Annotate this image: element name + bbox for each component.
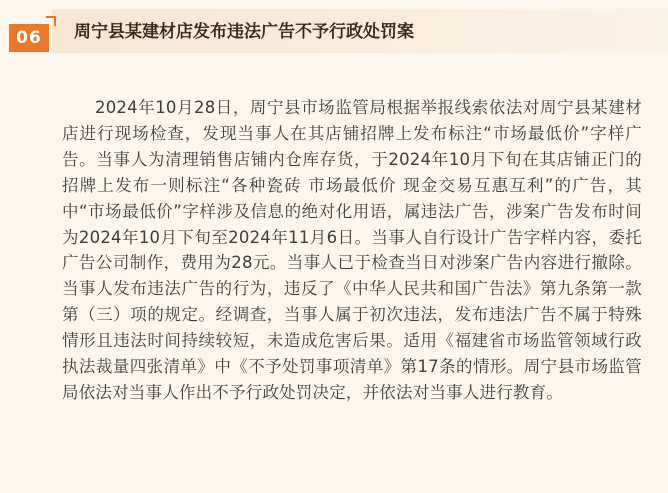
case-number-badge: 06 xyxy=(9,24,49,52)
case-header xyxy=(0,0,668,60)
case-title: 周宁县某建材店发布违法广告不予行政处罚案 xyxy=(74,22,414,42)
case-description: 2024年10月28日，周宁县市场监管局根据举报线索依法对周宁县某建材店进行现场检查，发现当事人在其店铺招牌上发布标注“市场最低价”字样广告。当事人为清理销售店铺内仓库存货，于2024年10月下旬在其店铺正门的招牌上发布一则标注“各种瓷砖 市场最低价 现金交易互惠互利”的广告，其中“市场最低价”字样涉及信息的绝对化用语，属违法广告，涉案广告发布时间为2024年10月下旬至2024年11月6日。当事人自行设计广告字样内容，委托广告公司制作，费用为28元。当事人已于检查当日对涉案广告内容进行撤除。当事人发布违法广告的行为，违反了《中华人民共和国广告法》第九条第一款第（三）项的规定。经调查，当事人属于初次违法，发布违法广告不属于特殊情形且违法时间持续较短，未造成危害后果。适用《福建省市场监管领域行政执法裁量四张清单》中《不予处罚事项清单》第17条的情形。周宁县市场监管局依法对当事人作出不予行政处罚决定，并依法对当事人进行教育。 xyxy=(62,98,642,402)
